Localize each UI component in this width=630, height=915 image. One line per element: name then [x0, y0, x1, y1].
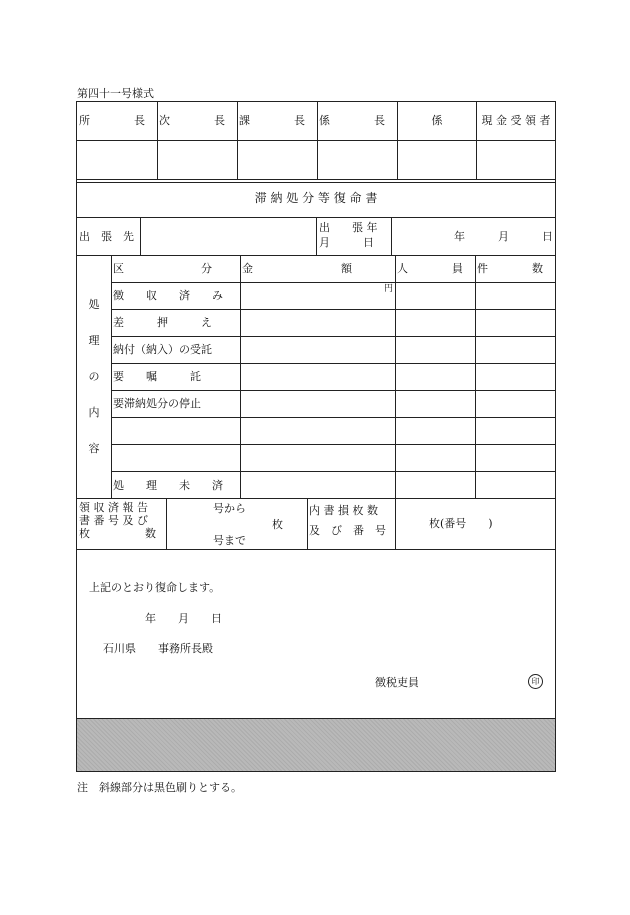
rule	[111, 255, 112, 498]
process-row-label: 処 理 未 済	[113, 479, 223, 492]
trip-place-field[interactable]	[142, 219, 314, 253]
process-row-label: 要滞納処分の停止	[113, 397, 201, 410]
approval-stamp-box[interactable]	[319, 142, 395, 177]
rule	[317, 102, 318, 179]
rule	[111, 390, 555, 391]
rule	[476, 102, 477, 179]
header-staff: 係	[431, 114, 443, 127]
amount-unit: 円	[383, 284, 393, 294]
receipt-from-label: 号から	[213, 502, 246, 515]
process-row-label: 要 嘱 託	[113, 370, 201, 383]
receipt-sheets-label: 枚	[272, 518, 283, 531]
column-category: 区 分	[113, 262, 212, 275]
rule	[77, 140, 555, 141]
rule	[77, 549, 555, 550]
rule	[157, 102, 158, 179]
approval-stamp-box[interactable]	[159, 142, 235, 177]
rule	[111, 444, 555, 445]
receipt-label-line: 枚 数	[79, 527, 156, 540]
form-number: 第四十一号様式	[77, 87, 154, 100]
rule	[166, 498, 167, 549]
approval-stamp-box[interactable]	[239, 142, 315, 177]
rule	[475, 255, 476, 498]
rule	[77, 498, 555, 499]
process-label-char: 処	[88, 298, 100, 311]
receipt-to-label: 号まで	[213, 534, 246, 547]
rule	[111, 471, 555, 472]
process-label-char: の	[88, 370, 100, 383]
loss-label-line: 内 書 損 枚 数	[309, 504, 378, 517]
rule	[111, 417, 555, 418]
receipt-label-line: 領 収 済 報 告	[79, 501, 148, 514]
rule	[316, 217, 317, 255]
rule	[240, 255, 241, 498]
rule	[140, 217, 141, 255]
rule	[111, 336, 555, 337]
trip-date-label-bottom: 月 日	[319, 236, 374, 249]
hatched-area	[77, 719, 555, 771]
report-addressee: 石川県 事務所長殿	[103, 642, 213, 655]
process-label-char: 内	[88, 406, 100, 419]
header-section-chief: 課 長	[239, 114, 305, 127]
loss-value[interactable]: 枚(番号 )	[429, 517, 493, 530]
report-date[interactable]: 年 月 日	[145, 612, 222, 625]
header-subsection-chief: 係 長	[319, 114, 385, 127]
header-deputy-chief: 次 長	[159, 114, 225, 127]
footnote: 注 斜線部分は黒色刷りとする。	[77, 781, 242, 794]
report-signer: 徴税吏員	[375, 676, 419, 689]
rule	[237, 102, 238, 179]
column-amount: 金 額	[242, 262, 352, 275]
process-label-char: 容	[88, 442, 100, 455]
rule	[395, 498, 396, 549]
approval-stamp-box[interactable]	[399, 142, 475, 177]
rule	[77, 179, 555, 180]
trip-place-label: 出 張 先	[79, 230, 134, 243]
process-row-label: 徴 収 済 み	[113, 289, 223, 302]
column-cases: 件 数	[477, 262, 543, 275]
rule	[77, 182, 555, 183]
trip-date-value[interactable]: 年 月 日	[454, 230, 553, 243]
column-persons: 人 員	[397, 262, 463, 275]
process-label-char: 理	[88, 334, 100, 347]
report-statement: 上記のとおり復命します。	[89, 581, 221, 594]
approval-stamp-box[interactable]	[478, 142, 554, 177]
rule	[111, 363, 555, 364]
trip-date-label-top: 出 張 年	[319, 221, 378, 234]
seal-icon: 印	[528, 674, 543, 689]
receipt-label-line: 書 番 号 及 び	[79, 514, 148, 527]
rule	[111, 309, 555, 310]
form-title: 滞 納 処 分 等 復 命 書	[254, 191, 378, 205]
header-chief: 所 長	[79, 114, 145, 127]
rule	[77, 255, 555, 256]
report-form	[76, 101, 556, 772]
loss-label-line: 及 び 番 号	[309, 524, 386, 537]
rule	[395, 255, 396, 498]
process-row-label: 差 押 え	[113, 316, 212, 329]
rule	[391, 217, 392, 255]
rule	[307, 498, 308, 549]
header-cash-receiver: 現 金 受 領 者	[481, 114, 551, 127]
rule	[397, 102, 398, 179]
approval-stamp-box[interactable]	[79, 142, 155, 177]
process-row-label: 納付（納入）の受託	[113, 343, 212, 356]
